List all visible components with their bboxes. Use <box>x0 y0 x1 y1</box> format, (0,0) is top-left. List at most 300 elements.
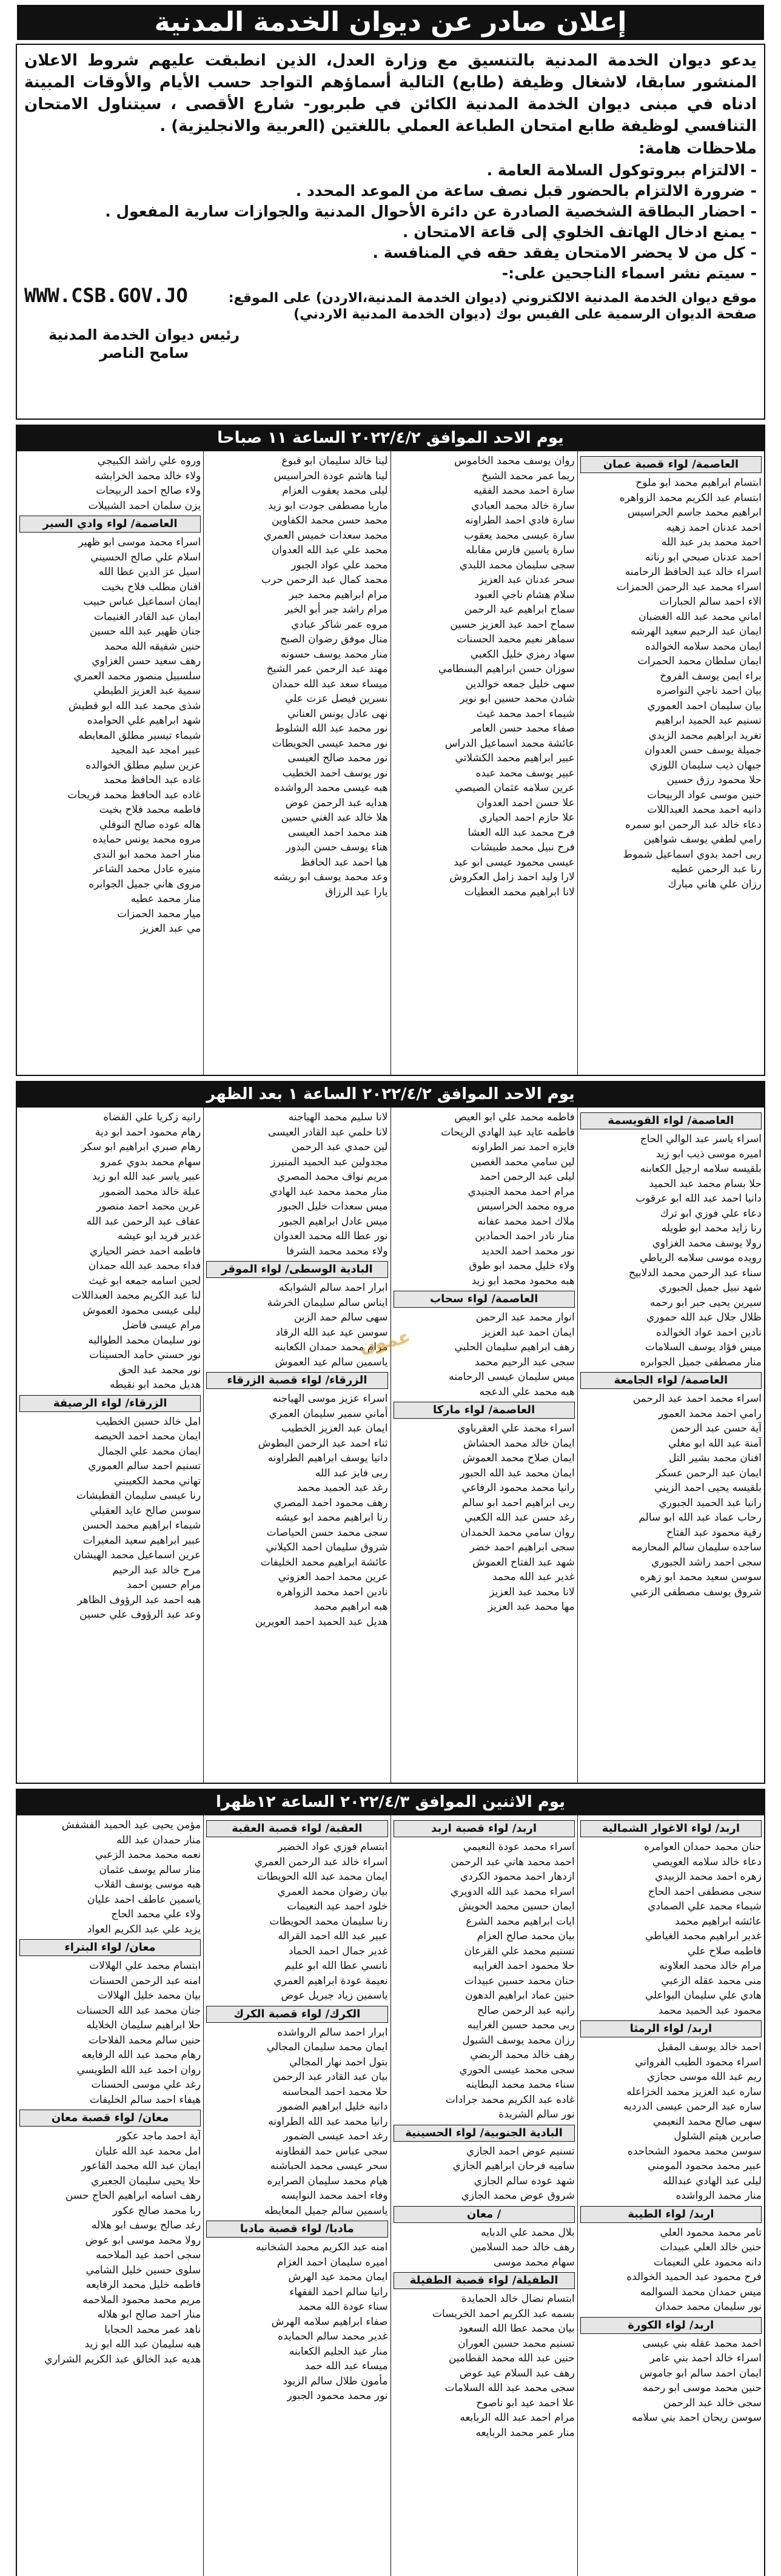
candidate-name: وعد عبد الرؤوف علي حسين <box>79 1609 201 1621</box>
candidate-name: اسراء محمد عبد الرحمن الحمزات <box>616 580 762 593</box>
candidate-name: منار محمد محمد عبد الهادي <box>269 1185 388 1198</box>
candidate-name: فرح محمود عبد الحميد الخوالده <box>626 2271 762 2283</box>
candidate-name: ريما عمر محمد الشيخ <box>481 469 575 482</box>
candidate-name: نهى عادل يونس العناني <box>287 707 388 720</box>
candidate-name: علا حازم احمد الحياري <box>479 812 575 824</box>
candidate-name: سناء عودة الله محمد <box>298 2301 388 2313</box>
candidate-name: عفاف عبد الرحمن عبد الله <box>86 1215 201 1228</box>
district-header: الكرك/ لواء قصبة الكرك <box>206 2006 387 2023</box>
candidate-name: هند محمد احمد العيسى <box>287 826 388 839</box>
candidate-name: هيام محمد سليمان الصرايره <box>267 2174 388 2187</box>
candidate-name: محمد سعدات خميس العمري <box>263 529 388 542</box>
candidate-name: لانا حلمي عبد القادر العيسى <box>267 1126 388 1138</box>
candidate-name: حنين شفيقه الله محمد <box>104 640 201 653</box>
candidate-name: مروه عمر شاكر عبادي <box>291 618 388 631</box>
session-column <box>577 451 764 1075</box>
candidate-name: ايمان محمد احمد الحيصه <box>94 1430 201 1442</box>
candidate-name: نور حسني حامد الحسينات <box>89 1349 201 1361</box>
candidate-name: صفاء ابراهيم سلامه الهرش <box>271 2315 388 2328</box>
candidate-name: شيماء ابراهيم محمد الحسن <box>82 1519 201 1532</box>
candidate-name: سلام هشام ناجي العبود <box>474 588 575 601</box>
candidate-name: ناهد عمر محمد الحجايا <box>104 2323 201 2336</box>
candidate-name: أماني سمير سليمان العمري <box>269 1407 388 1420</box>
district-header: البادية الوسطى/ لواء الموقر <box>206 1261 387 1278</box>
candidate-name: جنان ظهير عبد الله حسين <box>89 625 201 637</box>
candidate-name: رهف خالد حمد السلامين <box>470 2241 575 2253</box>
candidate-name: هبه سليمان عبد الله ابو زيد <box>84 2338 201 2350</box>
candidate-name: سلوى حسين خليل الشامي <box>85 2264 201 2276</box>
session-column <box>17 1108 203 1783</box>
candidate-name: شذى محمد عبد الله ابو قطيش <box>68 699 201 712</box>
candidate-name: اسراء ياسر عبد الوالي الحاج <box>640 1133 762 1145</box>
candidate-name: نادين احمد محمد الزواهره <box>276 1586 388 1598</box>
candidate-name: اسلام علي صالح الحسيني <box>90 551 201 563</box>
candidate-name: ليلى عبد الرحمن احمد <box>479 1171 575 1183</box>
candidate-name: رغد عبد الحميد محمد <box>297 1482 388 1494</box>
candidate-name: نور عطا الله محمد العدوان <box>273 1230 388 1242</box>
candidate-name: ليلى عبد الهادي عبدالله <box>662 2174 762 2187</box>
session-column <box>203 1108 390 1783</box>
candidate-name: ماريا مصطفى جودت ابو زيد <box>267 499 388 512</box>
candidate-name: ربى فايز عبد الله <box>315 1467 388 1479</box>
district-header: اربد/ لواء الرمثا <box>580 2020 762 2037</box>
candidate-name: ايمان احمد سالم ابو جاموس <box>639 2367 762 2379</box>
candidate-name: جيهان ذيب سليمان اللوزي <box>649 759 762 772</box>
candidate-name: ايمان عبد الرحيم سعيد الهرشه <box>631 625 762 637</box>
candidate-name: عائشة ابراهيم محمد الخليفات <box>260 1556 388 1569</box>
candidate-name: بلقيسه سلامه ارجيل الكعابنه <box>640 1163 762 1175</box>
candidate-name: عرين محمد احمد منصور <box>96 1200 201 1212</box>
candidate-name: تغريد ابراهيم محمد الزيدي <box>648 729 762 742</box>
candidate-name: لارا وليد احمد زامل العكروش <box>449 871 575 883</box>
candidate-name: اسراء محمد عودة النعيمي <box>463 1841 575 1853</box>
signature-title: رئيس ديوان الخدمة المدنية <box>49 326 240 343</box>
candidate-name: فاطمه احمد خضر الحياري <box>89 1245 201 1257</box>
candidate-name: بيان سليمان احمد العموري <box>647 699 762 712</box>
candidate-name: لانا ابراهيم محمد العطيات <box>464 886 575 898</box>
candidate-name: مرام احمد عبد الله الربابعه <box>460 2412 575 2424</box>
candidate-name: سحر عيسى محمد الحباشنه <box>270 2160 388 2172</box>
candidate-name: ميس حمدان محمد السوالمه <box>640 2285 762 2298</box>
candidate-name: حنين سالم محمد الفلاحات <box>89 2034 201 2046</box>
candidate-name: مرام خالد محمد العلاونه <box>659 1960 762 1972</box>
district-header: معان/ لواء قصبة معان <box>19 2110 201 2127</box>
candidate-name: مرام ابراهيم محمد جبر <box>289 588 388 601</box>
candidate-name: ايات ابراهيم محمد الشرع <box>466 1915 575 1928</box>
candidate-name: ميس سليمان عيسى الرحامنه <box>449 1371 575 1383</box>
candidate-name: شيماء محمد علي الصمادي <box>648 1900 762 1912</box>
candidate-name: غدير محمد سالم الحمايده <box>278 2330 388 2342</box>
candidate-name: ابتسام محمد علي الهلالات <box>89 1960 201 1972</box>
candidate-name: خلود احمد عيد النعيمات <box>287 1900 388 1912</box>
note-item: - يمنع ادخال الهاتف الخلوي إلى قاعة الامتحان . <box>24 222 757 243</box>
candidate-name: ايمان سلطان محمد الحمرات <box>637 655 762 667</box>
candidate-name: ايمان عبد القادر الغنيمات <box>94 610 201 623</box>
candidate-name: نور يوسف احمد الخطيب <box>282 767 388 779</box>
candidate-name: دعاء خالد عبد الرحمن ابو سمره <box>625 818 762 831</box>
candidate-name: ايمان عبد العزيز الخطيب <box>281 1422 388 1434</box>
candidate-name: مرام محمد حمدان الكعابنه <box>274 1341 388 1353</box>
candidate-name: فاطمه محمد فلاح بخيت <box>99 804 201 816</box>
candidate-name: بلال محمد علي الدبايه <box>480 2226 575 2239</box>
session-column <box>390 1108 577 1783</box>
candidate-name: عبير يوسف محمد عبده <box>475 767 575 779</box>
candidate-name: شهد عوده سالم الجازي <box>474 2174 575 2187</box>
candidate-name: علا احمد عيد ابو ناصوح <box>476 2396 575 2409</box>
candidate-name: رانيه زكريا علي القضاه <box>103 1111 201 1123</box>
candidate-name: عبير امجد عبد المجيد <box>110 744 201 756</box>
candidate-name: امل محمد عبد الله عليان <box>95 2145 201 2157</box>
candidate-name: ساره عبد العزيز محمد الخزاعله <box>626 2085 762 2098</box>
candidate-name: ميس عادل ابراهيم الجبور <box>279 1215 388 1228</box>
candidate-name: سجى خالد عبد الرحمن <box>663 2396 762 2409</box>
candidate-name: ربى احمد بدوي اسماعيل شموط <box>623 848 762 861</box>
candidate-name: ياسمين سالم جميل المعايطه <box>264 2204 388 2217</box>
candidate-name: مرام راشد جبر أبو الخير <box>284 604 388 616</box>
candidate-name: ميس فؤاد يوسف السلامات <box>645 1341 762 1353</box>
candidate-name: آية احمد ماجد عكور <box>116 2130 201 2142</box>
candidate-name: ايمان محمد عيد الهرش <box>288 2271 388 2283</box>
district-header: اربد/ لواء الطيبة <box>580 2206 762 2223</box>
candidate-name: ليلى عيسى محمود العموش <box>82 1304 201 1317</box>
candidate-name: حنين عبد الله محمد القطامين <box>448 2352 575 2364</box>
candidate-name: ابرار احمد سالم الرواشده <box>277 2026 388 2039</box>
candidate-name: لانا سليم محمد الهياجنه <box>288 1111 388 1123</box>
candidate-name: عبير ابراهيم سعيد المغيرات <box>82 1534 201 1547</box>
candidate-name: مروه محمد الحراسيس <box>477 1200 575 1212</box>
candidate-name: ايمان خالد محمد الحشاش <box>463 1437 575 1450</box>
candidate-name: لين سامي محمد الغصين <box>470 1155 575 1168</box>
candidate-name: رانيا محمد عبد الله الطراونه <box>268 2115 388 2128</box>
candidate-name: عبير ابراهيم محمد الكشلاتي <box>455 752 575 764</box>
candidate-name: ميساء عبد الله حمد <box>304 2360 388 2372</box>
candidate-name: نور سليمان محمد حمدان <box>655 2301 762 2313</box>
candidate-name: اسراء محمد عبد الله الدويري <box>450 1885 575 1898</box>
candidate-name: هناء يوسف حسن البدور <box>286 841 388 853</box>
candidate-name: مؤمن يحيى عيد الحميد الفشفش <box>61 1819 201 1831</box>
candidate-name: ملاك احمد محمد عفانه <box>477 1215 575 1228</box>
candidate-name: رنا عيسى سليمان القطيشات <box>76 1490 201 1502</box>
candidate-name: غدير عبد الله محمد <box>492 1571 575 1583</box>
candidate-name: سهى سالم حمد الزبن <box>293 1311 388 1323</box>
candidate-name: هبه محمد علي الدعجه <box>479 1385 575 1398</box>
candidate-name: سهام محمد بدوي عمرو <box>100 1155 201 1168</box>
note-item: - احضار البطاقة الشخصية الصادرة عن دائرة الأحوال المدنية والجوازات سارية المفعول . <box>24 201 757 222</box>
candidate-name: سوسن ريحان احمد بني سلامه <box>631 2412 762 2424</box>
candidate-name: نور محمد عيسى الحويطات <box>272 737 388 750</box>
candidate-name: امنه عبد الرحمن الحسنات <box>89 1974 201 1987</box>
candidate-name: منيره عادل محمد الشاعر <box>93 863 201 875</box>
candidate-name: امل خالد حسين الخطيب <box>96 1415 201 1428</box>
candidate-name: سحر عدنان عبد العزيز <box>478 574 575 586</box>
candidate-name: حلا يحيى سليمان الجعبري <box>90 2174 201 2187</box>
candidate-name: نانسي عطا الله ابو عليم <box>284 1960 388 1972</box>
candidate-name: ابرار احمد سالم الشوابكه <box>278 1282 388 1294</box>
candidate-name: حلا بسام محمد عبد الحميد <box>649 1177 762 1190</box>
candidate-name: ايمان اسماعيل عباس حبيب <box>83 596 201 608</box>
candidate-name: بيان احمد ناجي النواصره <box>656 685 762 697</box>
district-header: اربد/ لواء الكورة <box>580 2317 762 2334</box>
candidate-name: روان سامي محمد الحمدان <box>460 1526 575 1539</box>
site-label: موقع ديوان الخدمة المدنية الالكتروني (ديوان الخدمة المدنية،الاردن) على الموقع: <box>228 291 757 306</box>
session-table <box>16 1108 765 1784</box>
candidate-name: تسنيم محمد علي القرعان <box>464 1945 575 1957</box>
candidate-name: سجى محمد عبد الله السلامات <box>444 2382 575 2394</box>
candidate-name: رنا ابراهيم محمد ابو عيشه <box>275 1512 388 1524</box>
notes-title: ملاحظات هامة: <box>639 140 757 158</box>
watermark-logo: عمون <box>357 1326 413 1358</box>
candidate-name: رولا محمد موسى ابو عوض <box>85 2234 201 2247</box>
candidate-name: محمد علي عبد الله العدوان <box>271 544 388 556</box>
candidate-name: افنان محمد بشير التل <box>669 1452 762 1464</box>
candidate-name: حنان محمد حسين عبيدات <box>464 1974 575 1987</box>
district-header: العاصمة/ لواء سحاب <box>394 1291 575 1308</box>
candidate-name: شهد عبد الفتاح العموش <box>472 1556 575 1569</box>
candidate-name: ربى ابراهيم احمد ابو سالم <box>461 1496 575 1509</box>
candidate-name: رولا يوسف محمد الغزاوي <box>652 1237 762 1249</box>
candidate-name: بيان محمد عطا الله السعود <box>458 2322 575 2335</box>
candidate-name: عبير ياسر عبد الله ابو زيد <box>92 1171 201 1183</box>
candidate-name: دانيه خليل ابراهيم الضمور <box>277 2100 388 2113</box>
site-url[interactable]: WWW.CSB.GOV.JO <box>24 284 188 307</box>
candidate-name: رحاب عماد عبد الله ابو سالم <box>639 1512 762 1524</box>
candidate-name: سجى محمد حسن الحياصات <box>266 1526 388 1539</box>
intro-box <box>16 44 765 420</box>
candidate-name: عائشه ابراهيم محمد <box>675 1915 762 1928</box>
candidate-name: نعيمة عودة ابراهيم العمري <box>273 1974 388 1987</box>
candidate-name: رغد صالح يوسف ابو هلاله <box>91 2219 201 2231</box>
candidate-name: مروه محمد يونس حمايده <box>92 833 201 846</box>
candidate-name: غاده عبد الكريم محمد جرادات <box>445 2093 575 2106</box>
candidate-name: نادين احمد عواد الخوالده <box>656 1326 762 1339</box>
district-header: العقبة/ لواء قصبة العقبة <box>206 1820 387 1837</box>
session-column <box>390 451 577 1075</box>
candidate-name: عرين سليم مطلق الخوالده <box>85 759 201 772</box>
candidate-name: منار احمد صالح ابو هلاله <box>97 2309 201 2321</box>
candidate-name: مها محمد عبد العزيز <box>488 1601 575 1613</box>
district-header: معان/ لواء البتراء <box>19 1939 201 1956</box>
candidate-name: رقية محمود عبد الفتاح <box>666 1526 762 1539</box>
candidate-name: حنين موسى عواد الربيحات <box>647 789 762 801</box>
candidate-name: ايناس سالم سليمان الخرشة <box>267 1296 388 1309</box>
candidate-name: انوار محمد عبد الرحمن <box>475 1311 575 1323</box>
candidate-name: سوسن محمد محمود الشحاحده <box>627 2145 762 2157</box>
candidate-name: منار محمد الرواشده <box>675 2190 762 2202</box>
candidate-name: رانيا سالم احمد الفقهاء <box>289 2285 388 2298</box>
candidate-name: ابتسام فوزي عواد الخضير <box>278 1841 388 1853</box>
candidate-name: ياسمين عاطف احمد عليان <box>87 1893 201 1906</box>
candidate-name: روان يوسف محمد الخاموس <box>454 455 575 467</box>
candidate-name: وعد محمد يوسف ابو ريشه <box>273 871 388 883</box>
candidate-name: فداء محمد عبد الله حمدان <box>88 1260 201 1272</box>
candidate-name: رانيه عبد الرحمن صالح <box>477 2004 575 2017</box>
candidate-name: دانيه احمد محمد العبداللات <box>647 804 762 816</box>
candidate-name: ولاء خليل محمد ابو طوق <box>469 1260 575 1272</box>
candidate-name: وفاء احمد محمد النوايسه <box>281 2190 388 2202</box>
candidate-name: سهى صالح محمد النعيمي <box>652 2115 762 2128</box>
candidate-name: هديه عبد الخالق عبد الكريم الشراري <box>44 2353 201 2366</box>
candidate-name: سمية عبد العزيز الطيطي <box>93 685 201 697</box>
candidate-name: رزان علي هاني مبارك <box>668 878 762 890</box>
candidate-name: هيفاء احمد سالم الخليفات <box>89 2093 201 2106</box>
candidate-name: عرين اسماعيل محمد الهيشان <box>73 1549 201 1561</box>
candidate-name: روان احمد عبد الله الطويسي <box>76 2063 201 2076</box>
candidate-name: رغد حسن عبد الله الكعبي <box>464 1512 575 1524</box>
district-header: البادية الجنوبية/ لواء الحسينية <box>394 2125 575 2142</box>
candidate-name: سماح ابراهيم عبد الرحمن <box>464 604 575 616</box>
candidate-name: فاطمه صلاح علي <box>687 1945 762 1957</box>
candidate-name: سجى محمد عيسى الحوري <box>459 2063 575 2076</box>
candidate-name: نور محمد احمد الحديد <box>481 1245 575 1257</box>
candidate-name: شادن محمد حسين ابو نوير <box>460 693 575 705</box>
session-title: يوم الاحد الموافق ٢٠٢٢/٤/٢ الساعة ١١ صباحا <box>16 425 765 451</box>
candidate-name: اسراء عزيز موسى الهياجنه <box>272 1393 388 1405</box>
candidate-name: فرح محمد عبد الله العشا <box>468 826 575 839</box>
candidate-name: بيان محمد خليل الهلالات <box>97 1989 201 2002</box>
candidate-name: سجى احمد عيد الملاحمه <box>96 2249 201 2261</box>
candidate-name: يارا عبد الرزاق <box>325 886 388 898</box>
candidate-name: تهاني محمد الكعيبني <box>113 1475 201 1487</box>
district-header: العاصمة/ لواء الجامعة <box>580 1372 762 1389</box>
candidate-name: ايمان احمد عبد العزيز <box>481 1326 575 1339</box>
candidate-name: ساميه فرحان ابراهيم الجازي <box>452 2160 575 2172</box>
candidate-name: سناء عبد الرحمن محمد الدلابيح <box>628 1266 762 1279</box>
candidate-name: ايمان محمد سليمان المجالي <box>266 2041 388 2053</box>
candidate-name: هبه موسى يوسف القلاب <box>94 1878 201 1891</box>
candidate-name: ابتسام ابراهيم محمد ابو ملوح <box>635 477 762 489</box>
candidate-name: فايزه احمد نمر الطراونه <box>471 1141 575 1153</box>
candidate-name: هدايه عبد الرحمن عوض <box>285 796 388 809</box>
candidate-name: سناء محمد محمد البطاينه <box>466 2079 575 2091</box>
candidate-name: آية حسن عبد الرحمن <box>670 1422 762 1434</box>
candidate-name: لين حمدي عبد الرحمن <box>291 1141 388 1153</box>
candidate-name: ايمان صلاح محمد العموش <box>462 1452 575 1464</box>
candidate-name: مروى هاني جميل الجوابره <box>89 878 201 890</box>
candidate-name: سارة احمد محمد الفقيه <box>473 485 575 497</box>
candidate-name: حلا محمود احمد الغرايبه <box>472 1960 575 1972</box>
candidate-name: دعاء علي فوزي ابو ترك <box>660 1207 762 1220</box>
session-table <box>16 451 765 1076</box>
candidate-name: محمد حسن محمد الكفاوين <box>272 514 388 526</box>
session-column <box>17 451 203 1075</box>
candidate-name: منار محمد يوسف حسونه <box>281 648 388 661</box>
candidate-name: سجى احمد راشد الجبوري <box>651 1556 762 1569</box>
candidate-name: عبير محمد محمود المومني <box>647 2160 762 2172</box>
session-column <box>17 1815 203 2576</box>
candidate-name: وروه علي راشد الكبيجي <box>97 455 201 467</box>
candidate-name: اسراء محمد احمد عبد الرحمن <box>632 1393 762 1405</box>
district-header: اربد/ لواء الاغوار الشمالية <box>580 1820 762 1837</box>
candidate-name: حنين عماد ابراهيم الدهون <box>465 1989 575 2002</box>
candidate-name: لجين اسامه جمعه ابو غيث <box>89 1274 201 1287</box>
session-column <box>390 1815 577 2576</box>
candidate-name: سيرين يحيى جبر ابو رحمه <box>650 1296 762 1309</box>
candidate-name: رهف ابراهيم سليمان الحلبي <box>454 1341 575 1353</box>
candidate-name: هديل محمد ابو نقيطه <box>109 1379 201 1391</box>
candidate-name: حنين محمد موسى ابو رحمه <box>642 2382 762 2394</box>
candidate-name: رانيا عبد الحميد الجبوري <box>659 1496 762 1509</box>
candidate-name: سجى سليمان محمد اللبدي <box>459 559 575 571</box>
candidate-name: صابرين هيثم الشلول <box>674 2130 762 2142</box>
session-column <box>203 451 390 1075</box>
candidate-name: تسنيم محمد حسين العوران <box>458 2337 575 2350</box>
candidate-name: حلا محمود رزق حسين <box>666 774 762 786</box>
candidate-name: عبلة خالد محمد الضمور <box>99 1185 201 1198</box>
candidate-name: منار حمدان عبد الله <box>116 1834 201 1846</box>
candidate-name: ولاء خالد محمد الخرابشه <box>95 469 201 482</box>
candidate-name: زهره احمد محمد الزبيدي <box>655 1871 762 1883</box>
candidate-name: شروق عوض محمد الجازي <box>461 2190 575 2202</box>
candidate-name: صفاء محمد حسن العامر <box>471 722 575 735</box>
candidate-name: هبه محمود محمد ابو زيد <box>471 1274 575 1287</box>
candidate-name: الاء احمد سالم الجبارات <box>659 596 762 608</box>
candidate-name: سهاد رمزي خليل الكعبي <box>470 648 575 661</box>
candidate-name: شهد نبيل جميل الجبوري <box>659 1282 762 1294</box>
candidate-name: هيا احمد عبد الحافظ <box>300 856 388 869</box>
session-title: يوم الاثنين الموافق ٢٠٢٢/٤/٣ الساعة ١٢ظهرا <box>16 1789 765 1815</box>
candidate-name: غاده عبد الحافظ محمد <box>104 774 201 786</box>
candidate-name: رهف سعيد حسن الغزاوي <box>92 655 201 667</box>
candidate-name: ياسمين سالم عيد العموش <box>275 1356 388 1368</box>
candidate-name: فاطمه محمد علي ابو العيص <box>454 1111 575 1123</box>
candidate-name: ميس سعدات خليل الجبور <box>278 1200 388 1212</box>
candidate-name: اسراء محمد موسى ابو ظهير <box>78 536 201 548</box>
candidate-name: نسرين فيصل عزت علي <box>284 693 388 705</box>
candidate-name: اسراء محمود الطيب الفرواني <box>635 2056 762 2068</box>
candidate-name: نور محمد عبد الله الشلوط <box>275 722 388 735</box>
candidate-name: منار نادر احمد الحمادين <box>475 1230 575 1242</box>
candidate-name: فاطمه خليل محمد الرفايعه <box>85 2279 201 2291</box>
candidate-name: شيماء تيسير مطلق المعايطه <box>78 729 201 742</box>
candidate-name: مرام احمد محمد الجنيدي <box>468 1185 575 1198</box>
candidate-name: ابتسام نضال خالد الحمايدة <box>461 2293 575 2305</box>
signature <box>49 326 240 362</box>
candidate-name: هبه احمد عبد الرؤوف الظاهر <box>77 1593 201 1606</box>
candidate-name: ظلال جلال عبد الله حموري <box>646 1311 762 1323</box>
candidate-name: سهام محمد موسى <box>494 2256 575 2268</box>
candidate-name: جميلة يوسف حسن العدوان <box>645 744 762 756</box>
candidate-name: منار عمر محمد الربايعه <box>475 2426 575 2439</box>
candidate-name: رويده موسى سلامه الرياطي <box>640 1252 762 1264</box>
candidate-name: رهف محمود احمد المصري <box>273 1496 388 1509</box>
candidate-name: ابتسام عبد الكريم محمد الزواهره <box>619 491 762 504</box>
candidate-name: محمد كمال عبد الرحمن حرب <box>261 574 388 586</box>
candidate-name: ايمان عبد الرحمن عسكر <box>656 1467 762 1479</box>
candidate-name: سارة خالد محمد العبادي <box>471 499 575 512</box>
facebook-label: صفحة الديوان الرسمية على الفيس بوك (ديوان الخدمة المدنية الاردني) <box>293 307 757 322</box>
candidate-name: رزان محمد يوسف الشبول <box>462 2034 575 2046</box>
candidate-name: رهف اسامه ابراهيم الحاج حسن <box>65 2190 201 2202</box>
candidate-name: احمد محمد عقله بني عيسى <box>642 2337 762 2350</box>
candidate-name: احمد محمد هاني عبد الرحمن <box>451 1855 575 1868</box>
candidate-name: نور محمد عبد الحق <box>118 1364 201 1376</box>
candidate-name: هبه عيسى محمد الرواشده <box>274 782 388 794</box>
candidate-name: رهام محمود احمد ابو دية <box>95 1126 201 1138</box>
candidate-name: عبير عبد الله احمد القراله <box>278 1930 388 1942</box>
candidate-name: هلا خالد عبد الغني حسين <box>281 812 388 824</box>
candidate-name: رامي احمد محمد العمور <box>658 1407 762 1420</box>
candidate-name: ايمان محمد عبد الله الجبور <box>460 1467 575 1479</box>
candidate-name: حنان محمد حمدان العوامره <box>644 1841 762 1853</box>
candidate-name: سجى ابراهيم احمد خضر <box>469 1541 575 1553</box>
candidate-name: رهام محمد عبد الله الرفايعه <box>81 2049 201 2061</box>
candidate-name: عرين سلامه عثمان الصيصي <box>455 782 575 794</box>
candidate-name: منار محمد عطيه <box>130 893 201 905</box>
session-table <box>16 1815 765 2576</box>
signature-name: سامح الناصر <box>99 345 189 362</box>
candidate-name: سجى عباس حمد القطاونه <box>275 2145 388 2157</box>
candidate-name: ساره عبد الرحمن عيسى الدرديه <box>623 2100 762 2113</box>
